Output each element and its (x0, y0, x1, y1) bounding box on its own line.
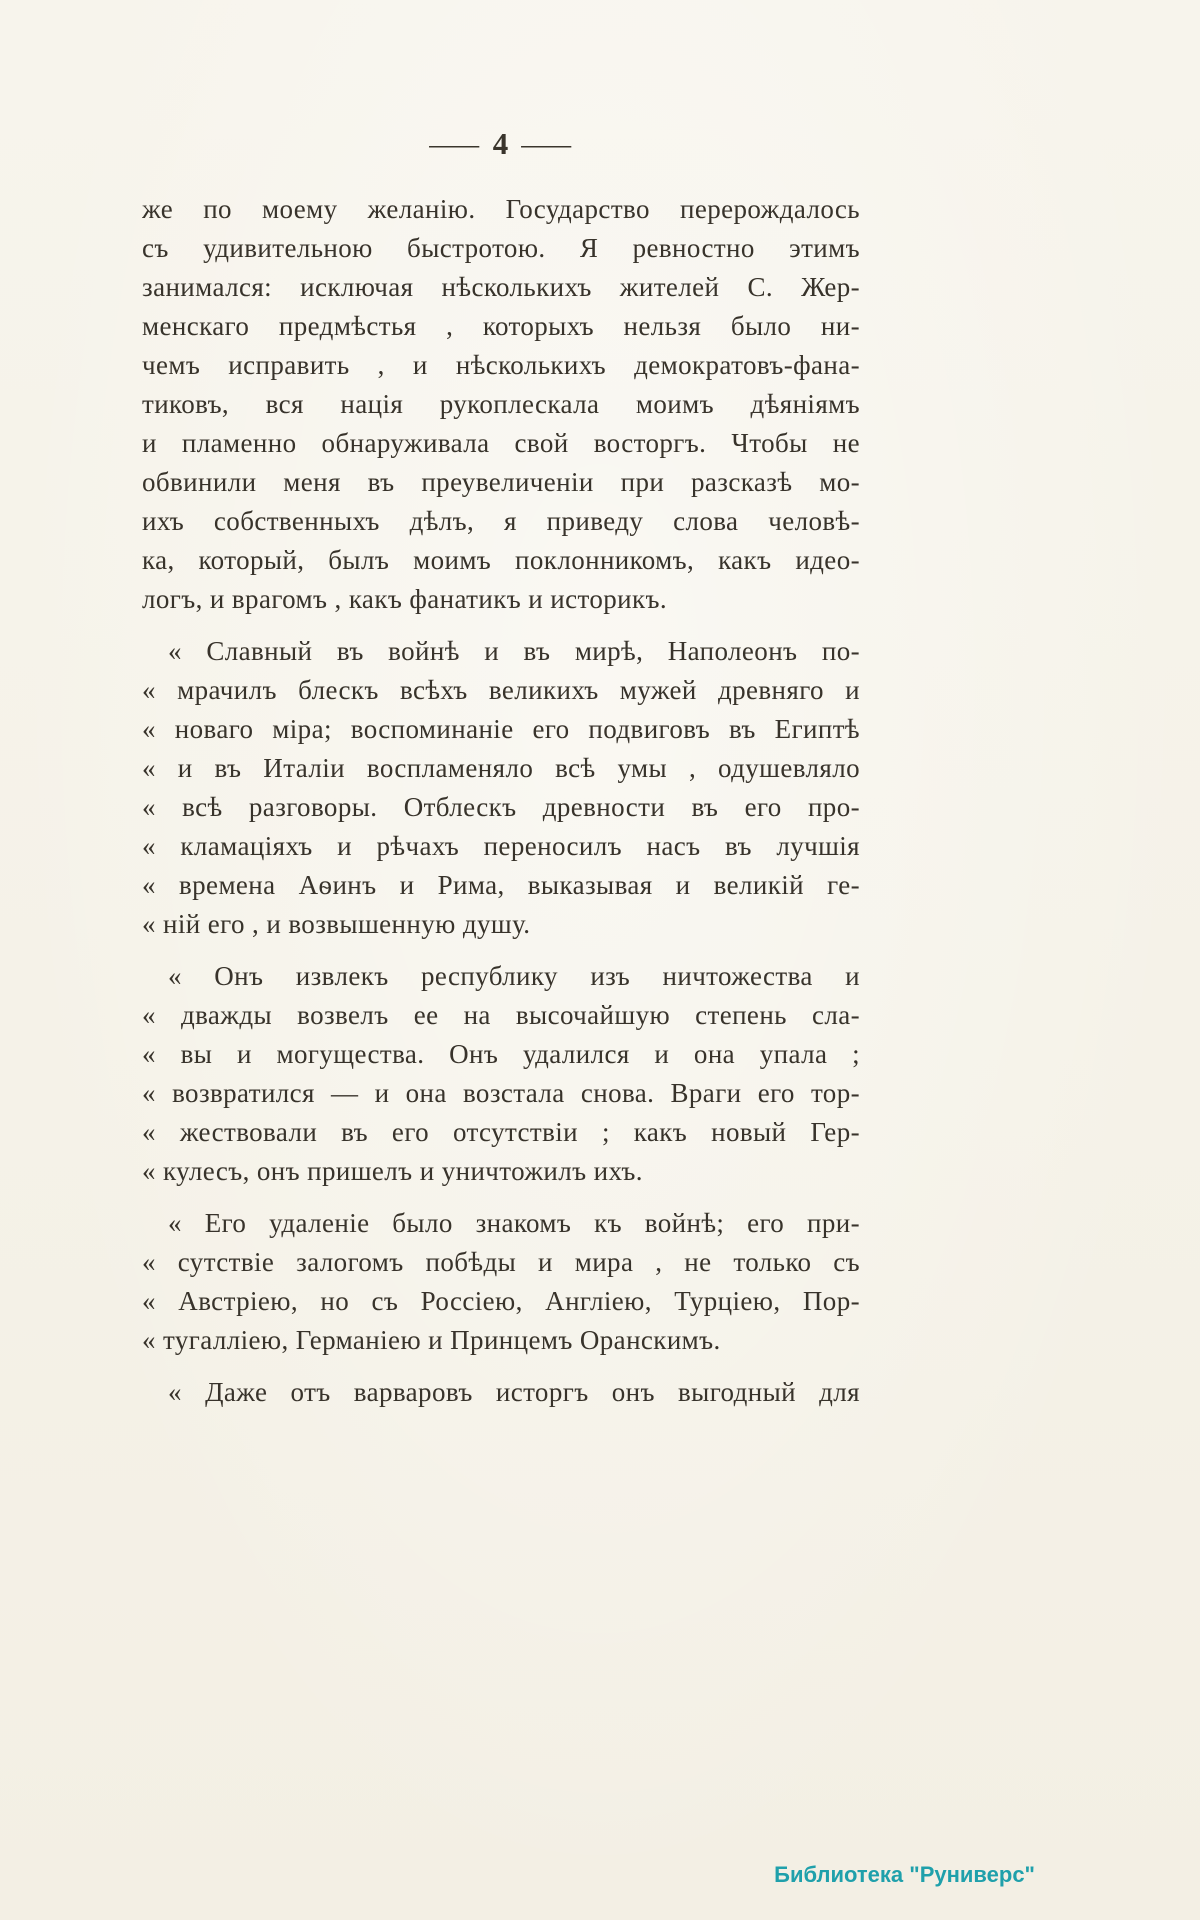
body-text-block (142, 190, 860, 1412)
text-line: ка, который, былъ моимъ поклонникомъ, какъ идео- (142, 545, 860, 575)
text-line: же по моему желанію. Государство перерождалось (142, 194, 860, 224)
paragraph (142, 1204, 860, 1360)
text-line: « кулесъ, онъ пришелъ и уничтожилъ ихъ. (142, 1156, 643, 1186)
header-rule-left: — (429, 126, 481, 161)
text-line: « всѣ разговоры. Отблескъ древности въ его про- (142, 792, 860, 822)
text-line: « времена Аѳинъ и Рима, выказывая и великій ге- (142, 870, 860, 900)
paragraph (142, 632, 860, 944)
text-line: « Славный въ войнѣ и въ мирѣ, Наполеонъ по- (168, 636, 860, 666)
paragraph (142, 190, 860, 619)
text-line: « мрачилъ блескъ всѣхъ великихъ мужей древняго и (142, 675, 860, 705)
header-rule-right: — (521, 126, 573, 161)
text-line: чемъ исправить , и нѣсколькихъ демократовъ-фана- (142, 350, 860, 380)
paragraph (142, 957, 860, 1191)
text-line: ихъ собственныхъ дѣлъ, я приведу слова человѣ- (142, 506, 860, 536)
text-line: « жествовали въ его отсутствіи ; какъ новый Гер- (142, 1117, 860, 1147)
text-line: « вы и могущества. Онъ удалился и она упала ; (142, 1039, 860, 1069)
text-line: « дважды возвелъ ее на высочайшую степень сла- (142, 1000, 860, 1030)
text-line: и пламенно обнаруживала свой восторгъ. Чтобы не (142, 428, 860, 458)
text-line: « Его удаленіе было знакомъ къ войнѣ; его при- (168, 1208, 860, 1238)
page-number: 4 (492, 126, 510, 161)
text-line: « возвратился — и она возстала снова. Враги его тор- (142, 1078, 860, 1108)
library-watermark: Библиотека "Руниверс" (774, 1862, 1035, 1887)
text-line: « ній его , и возвышенную душу. (142, 909, 531, 939)
text-line: « Онъ извлекъ республику изъ ничтожества и (168, 961, 860, 991)
text-line: логъ, и врагомъ , какъ фанатикъ и историкъ. (142, 584, 667, 614)
text-line: « Австріею, но съ Россіею, Англіею, Турціею, Пор- (142, 1286, 860, 1316)
text-line: « кламаціяхъ и рѣчахъ переносилъ насъ въ лучшія (142, 831, 860, 861)
text-line: менскаго предмѣстья , которыхъ нельзя было ни- (142, 311, 860, 341)
text-line: обвинили меня въ преувеличеніи при разсказѣ мо- (142, 467, 860, 497)
text-line: « тугалліею, Германіею и Принцемъ Оранскимъ. (142, 1325, 721, 1355)
text-line: съ удивительною быстротою. Я ревностно этимъ (142, 233, 860, 263)
page-number-header (142, 126, 860, 162)
text-line: тиковъ, вся нація рукоплескала моимъ дѣяніямъ (142, 389, 860, 419)
text-line: « Даже отъ варваровъ исторгъ онъ выгодный для (168, 1377, 860, 1407)
text-line: « и въ Италіи воспламеняло всѣ умы , одушевляло (142, 753, 860, 783)
text-line: « сутствіе залогомъ побѣды и мира , не только съ (142, 1247, 860, 1277)
text-line: занимался: исключая нѣсколькихъ жителей С. Жер- (142, 272, 860, 302)
text-line: « новаго міра; воспоминаніе его подвиговъ въ Египтѣ (142, 714, 860, 744)
paragraph (142, 1373, 860, 1412)
